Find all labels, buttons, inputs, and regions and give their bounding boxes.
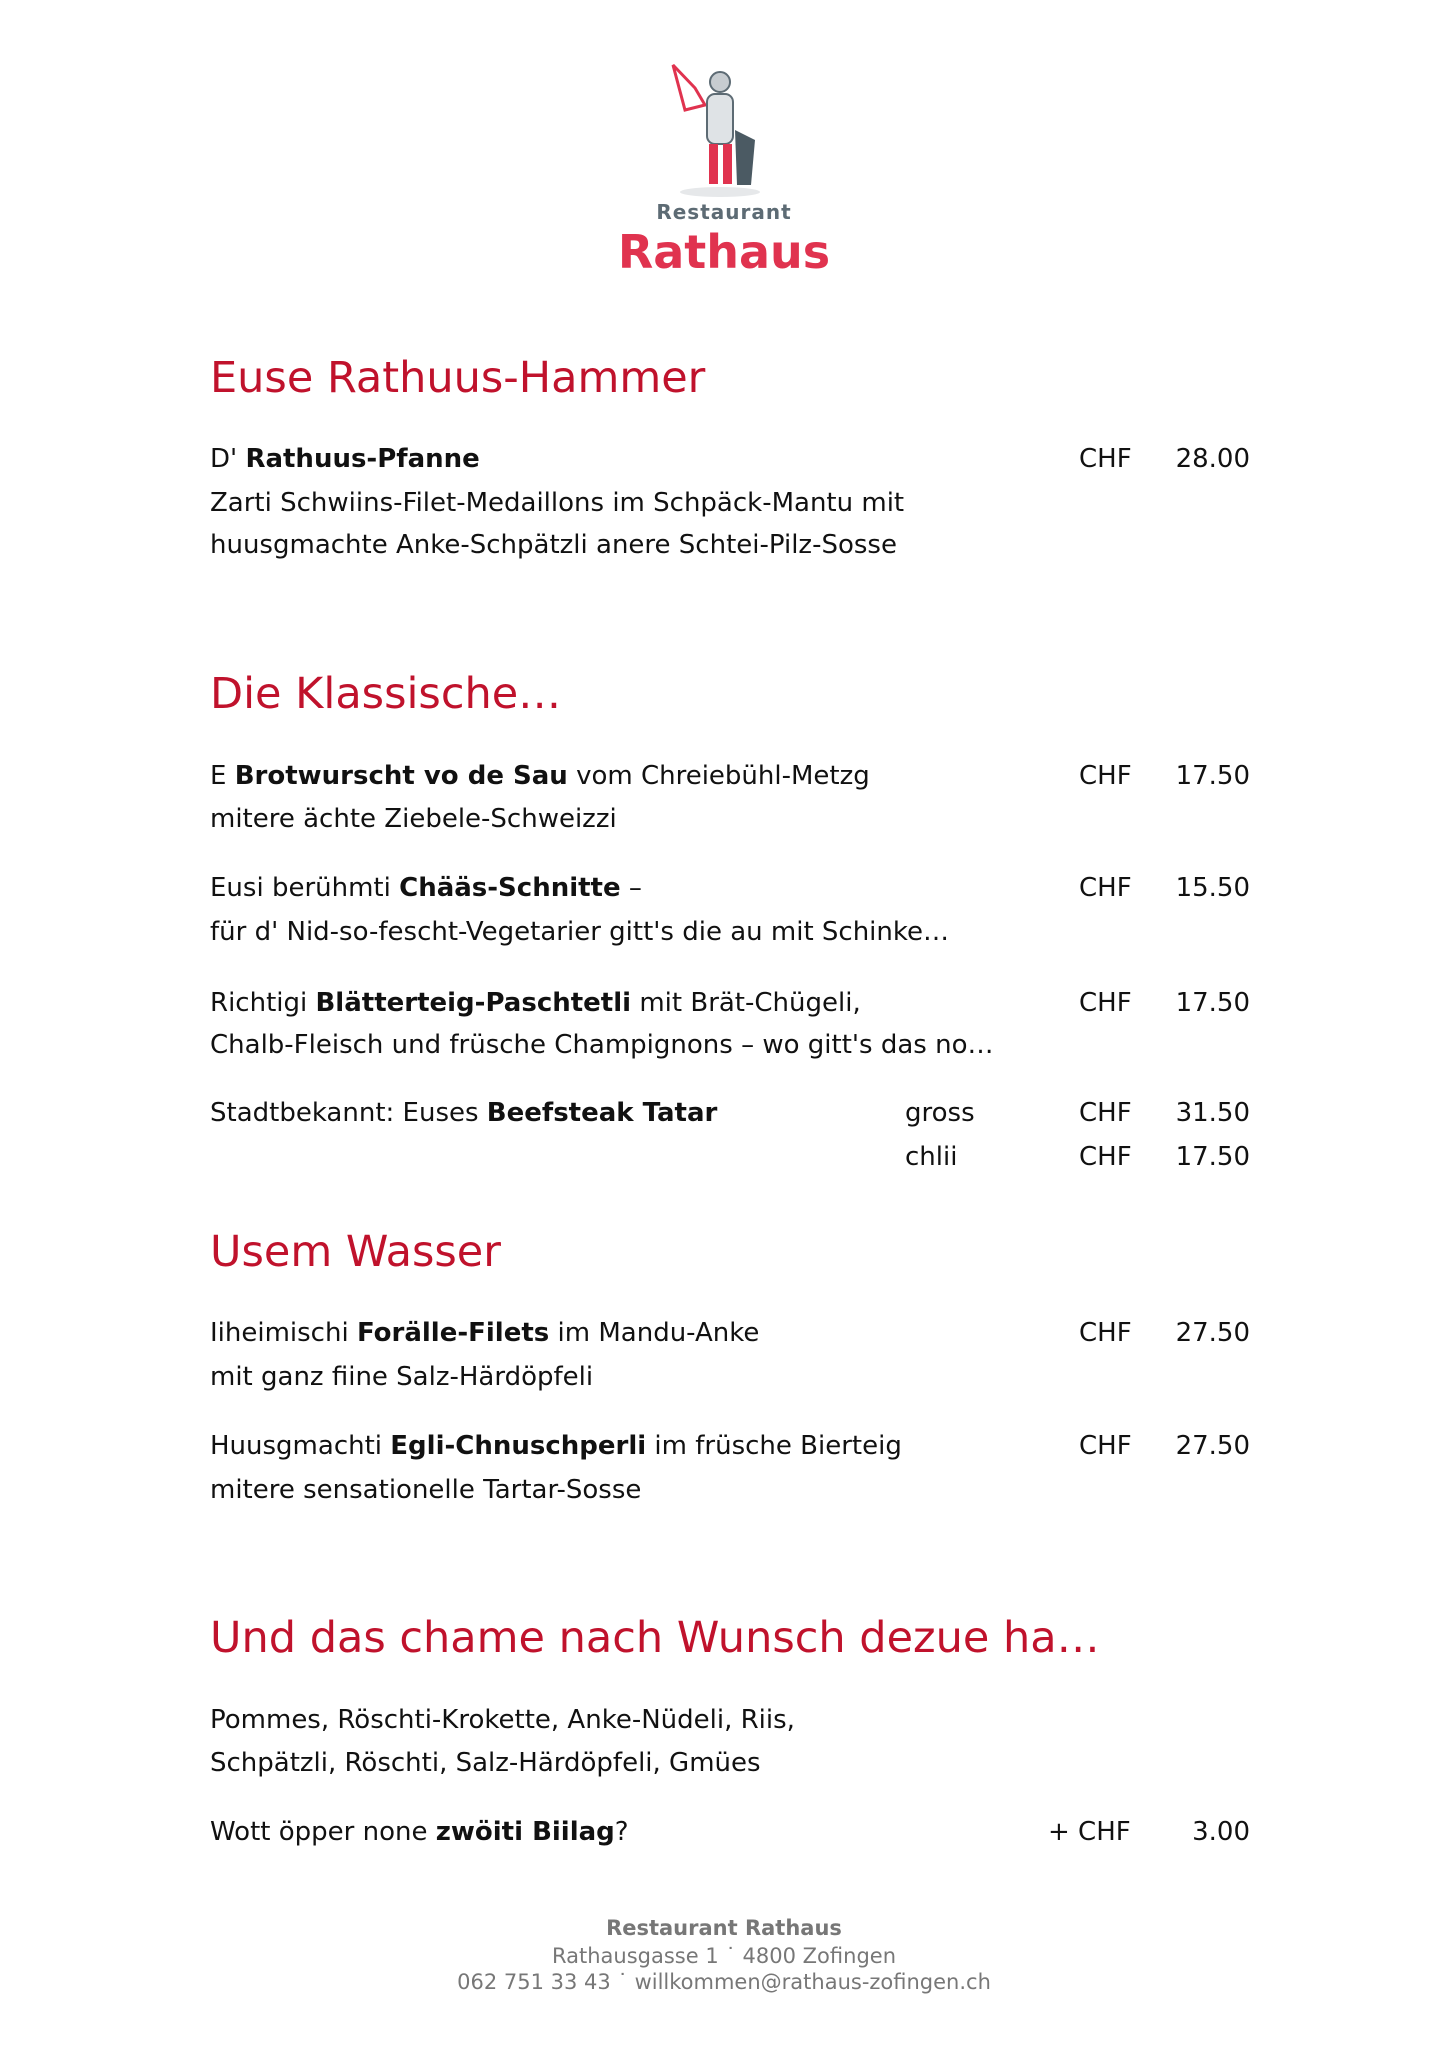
item-name: Brotwurscht vo de Sau — [234, 761, 568, 791]
item-name: Chääs-Schnitte — [399, 873, 621, 903]
section-heading: Usem Wasser — [210, 1227, 501, 1277]
item-text: D' — [210, 444, 246, 474]
price: 17.50 — [1175, 988, 1250, 1018]
item-text: Richtigi — [210, 988, 316, 1018]
item-name: Rathuus-Pfanne — [245, 444, 480, 474]
item-description: huusgmachte Anke-Schpätzli anere Schtei-Pilz-Sosse — [210, 530, 897, 560]
price: 17.50 — [1175, 1142, 1250, 1172]
portion-size: gross — [905, 1098, 975, 1128]
price: 27.50 — [1175, 1318, 1250, 1348]
logo-rathaus-text: Rathaus — [617, 225, 831, 279]
currency: CHF — [1079, 1142, 1132, 1172]
item-text: im Mandu-Anke — [549, 1318, 760, 1348]
section-heading: Euse Rathuus-Hammer — [210, 353, 706, 403]
knight-figure-icon — [665, 60, 775, 200]
price: 31.50 — [1175, 1098, 1250, 1128]
currency: CHF — [1079, 444, 1132, 474]
currency: CHF — [1079, 761, 1132, 791]
item-text: Stadtbekannt: Euses — [210, 1098, 487, 1128]
price: 27.50 — [1175, 1431, 1250, 1461]
currency: CHF — [1079, 1431, 1132, 1461]
item-description: Chalb-Fleisch und früsche Champignons – wo gitt's das no… — [210, 1030, 994, 1060]
portion-size: chlii — [905, 1142, 958, 1172]
extra-name: zwöiti Biilag — [435, 1817, 615, 1847]
price: 15.50 — [1175, 873, 1250, 903]
item-name: Blätterteig-Paschtetli — [315, 988, 632, 1018]
sides-text: Pommes, Röschti-Krokette, Anke-Nüdeli, Riis, — [210, 1705, 795, 1735]
item-text: im früsche Bierteig — [646, 1431, 902, 1461]
item-name: Egli-Chnuschperli — [390, 1431, 647, 1461]
item-description: für d' Nid-so-fescht-Vegetarier gitt's die au mit Schinke… — [210, 917, 950, 947]
currency: + CHF — [1048, 1817, 1131, 1847]
item-text: E — [210, 761, 235, 791]
item-text: Eusi berühmti — [210, 873, 400, 903]
item-description: mit ganz fiine Salz-Härdöpfeli — [210, 1362, 594, 1392]
item-text: Huusgmachti — [210, 1431, 391, 1461]
extra-text: ? — [614, 1817, 629, 1847]
price: 28.00 — [1175, 444, 1250, 474]
item-text: vom Chreiebühl-Metzg — [567, 761, 870, 791]
item-description: mitere sensationelle Tartar-Sosse — [210, 1475, 642, 1505]
item-text: – — [620, 873, 642, 903]
footer-address: Rathausgasse 1 ˙ 4800 Zofingen — [552, 1944, 896, 1968]
section-heading: Und das chame nach Wunsch dezue ha… — [210, 1613, 1100, 1663]
logo-restaurant-text: Restaurant — [656, 200, 792, 224]
price: 17.50 — [1175, 761, 1250, 791]
extra-text: Wott öpper none — [210, 1817, 436, 1847]
footer-name: Restaurant Rathaus — [606, 1916, 842, 1940]
footer-contact: 062 751 33 43 ˙ willkommen@rathaus-zofingen.ch — [457, 1970, 991, 1994]
item-text: Iiheimischi — [210, 1318, 357, 1348]
currency: CHF — [1079, 1098, 1132, 1128]
currency: CHF — [1079, 873, 1132, 903]
item-name: Forälle-Filets — [356, 1318, 550, 1348]
item-name: Beefsteak Tatar — [486, 1098, 718, 1128]
section-heading: Die Klassische… — [210, 669, 562, 719]
sides-text: Schpätzli, Röschti, Salz-Härdöpfeli, Gmües — [210, 1748, 761, 1778]
price: 3.00 — [1192, 1817, 1250, 1847]
item-description: mitere ächte Ziebele-Schweizzi — [210, 804, 617, 834]
item-description: Zarti Schwiins-Filet-Medaillons im Schpäck-Mantu mit — [210, 488, 905, 518]
currency: CHF — [1079, 988, 1132, 1018]
currency: CHF — [1079, 1318, 1132, 1348]
item-text: mit Brät-Chügeli, — [631, 988, 861, 1018]
